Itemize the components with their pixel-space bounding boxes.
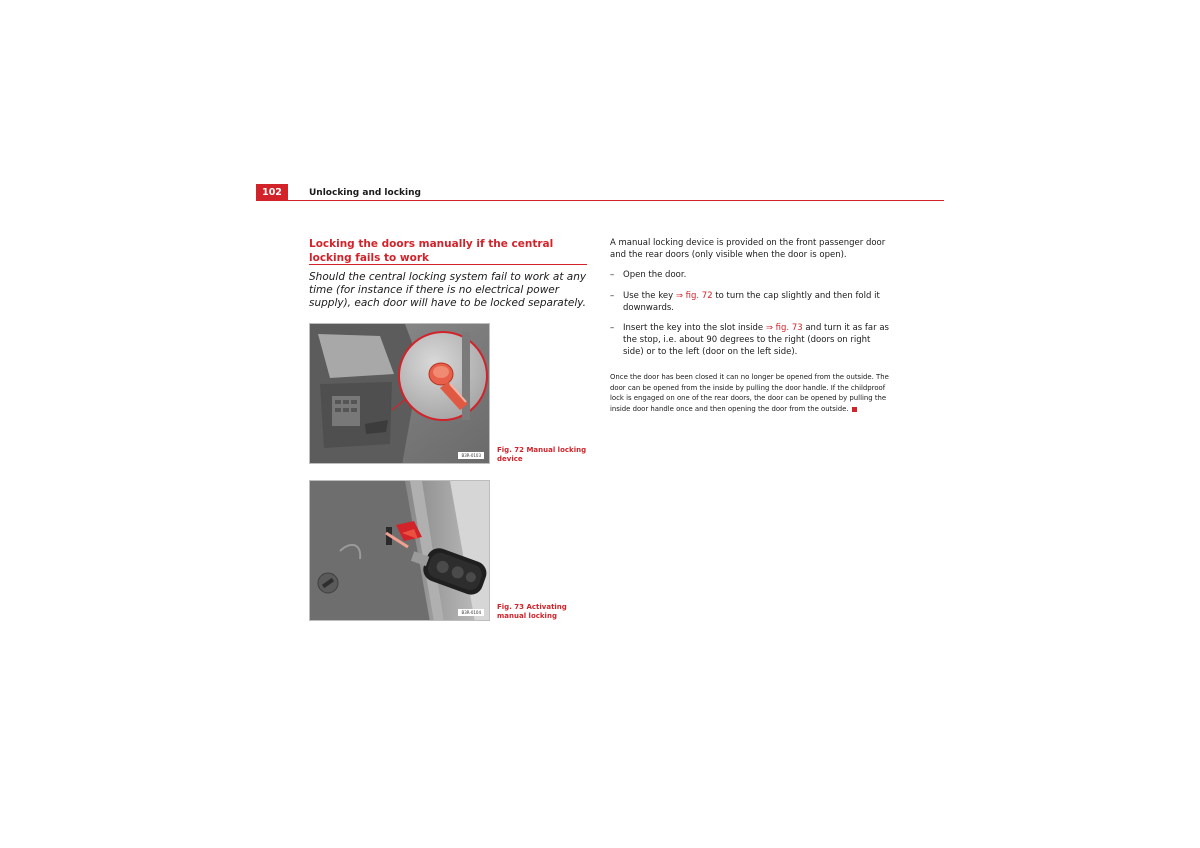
- figure-activating-manual-locking: [309, 480, 490, 621]
- body-paragraph: A manual locking device is provided on the front passenger door and the rear doors (only visible when the door is open).: [610, 238, 886, 260]
- note-text: Once the door has been closed it can no longer be opened from the outside. The door can be opened from the inside by pulling the door handle. If the childproof lock is engaged on one of the rear doors, the door can be opened by pulling the inside door handle once and then opening the door from the outside.: [610, 373, 889, 414]
- figure-code: B3R-0104: [458, 609, 484, 616]
- figure-caption: Fig. 73 Activating manual locking: [497, 603, 567, 620]
- figure-manual-locking-device: [309, 323, 490, 464]
- instruction-step: [610, 290, 890, 314]
- section-intro: Should the central locking system fail to work at any time (for instance if there is no electrical power supply), each door will have to be locked separately.: [309, 271, 587, 310]
- step-text: [623, 290, 890, 314]
- step-text: Open the door.: [623, 270, 687, 280]
- instruction-step: [610, 269, 890, 281]
- heading-divider: [309, 264, 587, 265]
- section-end-marker: [852, 407, 857, 412]
- figure-reference-link[interactable]: ⇒ fig. 72: [675, 291, 713, 301]
- chapter-title: Unlocking and locking: [309, 188, 421, 198]
- step-dash: –: [610, 270, 615, 280]
- step-dash: –: [610, 323, 615, 333]
- step-text-part: Insert the key into the slot inside: [623, 323, 766, 333]
- door-lock-illustration: [310, 324, 490, 464]
- instruction-step: [610, 322, 890, 358]
- header-rule: [256, 200, 944, 201]
- key-in-slot-illustration: [310, 481, 490, 621]
- figure-caption: Fig. 72 Manual locking device: [497, 446, 587, 463]
- step-dash: –: [610, 291, 615, 301]
- step-text: [623, 322, 890, 358]
- step-text-part: to turn the cap slightly and then fold it downwards.: [623, 291, 880, 313]
- step-text-part: and turn it as far as the stop, i.e. about 90 degrees to the right (doors on right side) or to the left (door on the left side).: [623, 323, 889, 357]
- page-number: 102: [256, 184, 288, 201]
- step-text-part: Use the key: [623, 291, 676, 301]
- section-heading: Locking the doors manually if the central locking fails to work: [309, 238, 554, 264]
- note-paragraph: [610, 372, 892, 415]
- figure-code: B3R-0103: [458, 452, 484, 459]
- figure-reference-link[interactable]: ⇒ fig. 73: [765, 323, 803, 333]
